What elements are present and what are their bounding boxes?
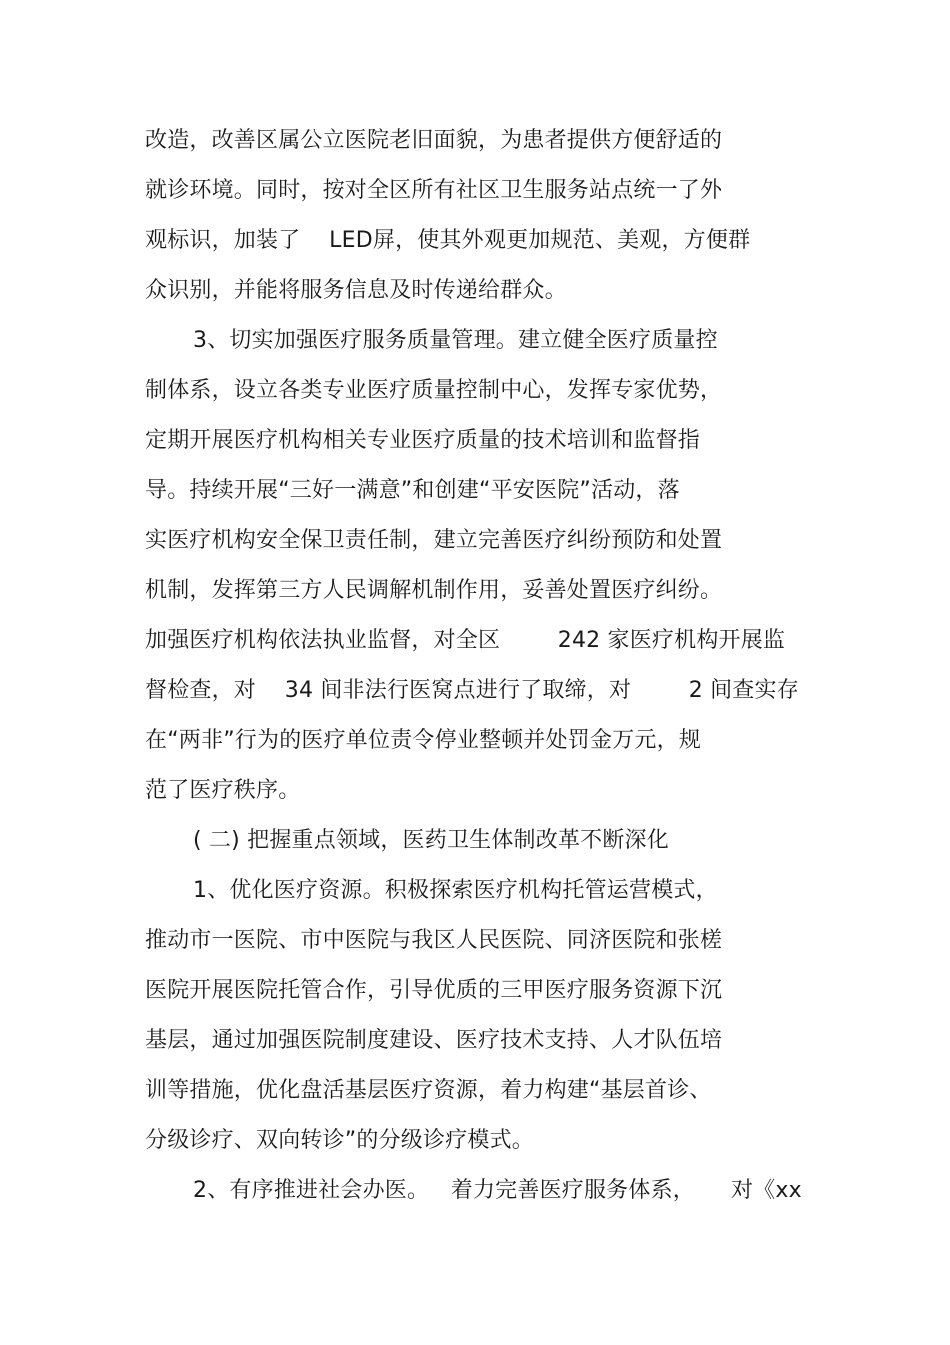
text-line: 推动市一医院、市中医院与我区人民医院、同济医院和张槎 (145, 928, 723, 953)
text-line: 实医疗机构安全保卫责任制，建立完善医疗纠纷预防和处置 (145, 528, 723, 553)
text-line: 范了医疗秩序。 (145, 778, 301, 803)
paragraph-start-line: 3、切实加强医疗服务质量管理。建立健全医疗质量控 (193, 328, 718, 353)
paragraph-start-line: 1、优化医疗资源。积极探索医疗机构托管运营模式， (193, 878, 718, 903)
text-line: 导。持续开展“三好一满意”和创建“平安医院”活动，落 (145, 478, 680, 503)
text-line: 就诊环境。同时，按对全区所有社区卫生服务站点统一了外 (145, 178, 723, 203)
text-line: 制体系，设立各类专业医疗质量控制中心，发挥专家优势， (145, 378, 723, 403)
section-heading: ( 二) 把握重点领域，医药卫生体制改革不断深化 (193, 828, 669, 853)
text-line: 加强医疗机构依法执业监督，对全区 242 家医疗机构开展监 (145, 628, 786, 653)
text-line: 机制，发挥第三方人民调解机制作用，妥善处置医疗纠纷。 (145, 578, 723, 603)
text-line: 改造，改善区属公立医院老旧面貌，为患者提供方便舒适的 (145, 128, 723, 153)
text-line: 众识别，并能将服务信息及时传递给群众。 (145, 278, 567, 303)
text-line: 训等措施，优化盘活基层医疗资源，着力构建“基层首诊、 (145, 1078, 712, 1103)
text-line: 基层，通过加强医院制度建设、医疗技术支持、人才队伍培 (145, 1028, 723, 1053)
text-line: 定期开展医疗机构相关专业医疗质量的技术培训和监督指 (145, 428, 701, 453)
paragraph-start-line: 2、有序推进社会办医。 着力完善医疗服务体系， 对《xx (193, 1178, 802, 1203)
text-line: 医院开展医院托管合作，引导优质的三甲医疗服务资源下沉 (145, 978, 723, 1003)
text-line: 在“两非”行为的医疗单位责令停业整顿并处罚金万元，规 (145, 728, 701, 753)
text-line: 观标识，加装了 LED屏，使其外观更加规范、美观，方便群 (145, 228, 751, 253)
text-line: 督检查，对 34 间非法行医窝点进行了取缔，对 2 间查实存 (145, 678, 799, 703)
text-line: 分级诊疗、双向转诊”的分级诊疗模式。 (145, 1128, 534, 1153)
